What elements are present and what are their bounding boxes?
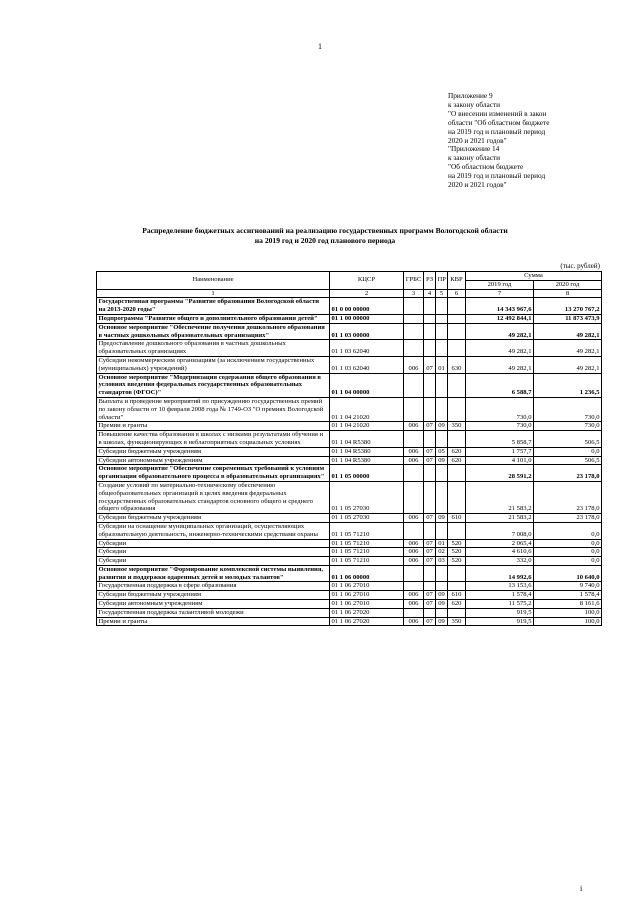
cell-grbs <box>404 582 424 591</box>
cell-2019: 21 583,2 <box>466 481 534 513</box>
appendix-line: области "Об областном бюджете <box>448 117 550 127</box>
cell-pr <box>436 565 448 582</box>
cell-pr <box>436 314 448 323</box>
header-name: Наименование <box>97 272 330 290</box>
cell-pr <box>436 373 448 397</box>
table-row <box>97 514 602 523</box>
cell-grbs <box>404 522 424 539</box>
cell-kvr: 520 <box>448 539 466 548</box>
appendix-line: "Приложение 14 <box>448 144 500 154</box>
cell-rz: 07 <box>424 548 436 557</box>
cell-kcsr: 01 1 04 R5380 <box>330 431 404 448</box>
cell-rz: 07 <box>424 356 436 373</box>
cell-kvr: 350 <box>448 422 466 431</box>
appendix-line: к закону области <box>448 99 501 109</box>
table-row <box>97 314 602 323</box>
cell-pr: 09 <box>436 456 448 465</box>
cell-kvr <box>448 340 466 357</box>
cell-2019: 6 588,7 <box>466 373 534 397</box>
appendix-line: на 2019 год и плановый период <box>448 126 546 136</box>
cell-grbs <box>404 565 424 582</box>
cell-kcsr: 01 1 04 00000 <box>330 373 404 397</box>
cell-grbs <box>404 314 424 323</box>
column-number-row <box>97 289 602 298</box>
cell-2020: 506,5 <box>534 456 602 465</box>
cell-kcsr: 01 1 04 R5380 <box>330 447 404 456</box>
table-row <box>97 565 602 582</box>
table-row <box>97 397 602 421</box>
cell-2020: 8 161,6 <box>534 600 602 609</box>
cell-name: Субсидии некоммерческим организациям (за исключением государственных (муниципальных) учреждений) <box>97 356 330 373</box>
cell-grbs: 006 <box>404 591 424 600</box>
cell-kcsr: 01 1 06 27020 <box>330 608 404 617</box>
cell-2019: 919,5 <box>466 608 534 617</box>
cell-rz: 07 <box>424 557 436 566</box>
cell-rz <box>424 481 436 513</box>
cell-2020: 23 178,0 <box>534 465 602 482</box>
cell-kcsr: 01 0 00 00000 <box>330 298 404 315</box>
cell-kvr: 630 <box>448 356 466 373</box>
table-row <box>97 548 602 557</box>
document-title-line-2: на 2019 год и 2020 год планового периода <box>254 236 396 245</box>
cell-name: Создание условий по материально-техническому обеспечению общеобразовательных организаций в целях введения федеральных государственных образовательных стандартов основного общего и среднего общего образования <box>97 481 330 513</box>
cell-2020: 9 740,0 <box>534 582 602 591</box>
appendix-line: "О внесении изменений в закон <box>448 108 547 118</box>
cell-2019: 332,0 <box>466 557 534 566</box>
cell-name: Субсидии на оснащение муниципальных организаций, осуществляющих образовательную деятельность, инженерно-техническими средствами охраны <box>97 522 330 539</box>
cell-rz <box>424 431 436 448</box>
appendix-line: к закону области <box>448 153 501 163</box>
unit-note: (тыс. рублей) <box>560 262 600 270</box>
cell-name: Субсидии бюджетным учреждениям <box>97 447 330 456</box>
cell-rz <box>424 373 436 397</box>
appendix-line: Приложение 9 <box>448 91 493 100</box>
cell-2019: 919,5 <box>466 617 534 626</box>
cell-pr <box>436 608 448 617</box>
cell-name: Государственная поддержка талантливой молодежи <box>97 608 330 617</box>
cell-rz <box>424 582 436 591</box>
cell-kvr <box>448 373 466 397</box>
cell-grbs: 006 <box>404 356 424 373</box>
column-number: 2 <box>330 289 404 298</box>
cell-2020: 1 236,5 <box>534 373 602 397</box>
cell-2020: 730,0 <box>534 422 602 431</box>
cell-2020: 1 578,4 <box>534 591 602 600</box>
cell-2020: 0,0 <box>534 539 602 548</box>
cell-kvr: 620 <box>448 600 466 609</box>
cell-name: Государственная поддержка в сфере образования <box>97 582 330 591</box>
cell-kcsr: 01 1 05 27030 <box>330 514 404 523</box>
cell-kvr: 610 <box>448 514 466 523</box>
header-grbs: ГРБС <box>404 272 424 290</box>
cell-2019: 730,0 <box>466 422 534 431</box>
cell-2019: 5 858,7 <box>466 431 534 448</box>
cell-2019: 2 065,4 <box>466 539 534 548</box>
cell-rz <box>424 465 436 482</box>
cell-kcsr: 01 1 04 21020 <box>330 397 404 421</box>
budget-table <box>96 271 602 626</box>
appendix-line: "Об областном бюджете <box>448 162 524 172</box>
cell-pr: 09 <box>436 591 448 600</box>
cell-2020: 23 178,0 <box>534 514 602 523</box>
cell-grbs: 006 <box>404 600 424 609</box>
header-kcsr: КЦСР <box>330 272 404 290</box>
cell-pr <box>436 397 448 421</box>
cell-kcsr: 01 1 05 71210 <box>330 539 404 548</box>
cell-rz <box>424 314 436 323</box>
cell-2020: 11 873 473,9 <box>534 314 602 323</box>
cell-kcsr: 01 1 05 27030 <box>330 481 404 513</box>
cell-name: Субсидии бюджетным учреждениям <box>97 591 330 600</box>
cell-2020: 100,0 <box>534 608 602 617</box>
table-row <box>97 456 602 465</box>
cell-kcsr: 01 1 05 71210 <box>330 557 404 566</box>
cell-pr: 01 <box>436 356 448 373</box>
cell-pr <box>436 582 448 591</box>
cell-rz: 07 <box>424 514 436 523</box>
cell-kvr <box>448 465 466 482</box>
cell-kvr <box>448 608 466 617</box>
cell-rz: 07 <box>424 422 436 431</box>
column-number: 4 <box>424 289 436 298</box>
cell-2020: 506,5 <box>534 431 602 448</box>
cell-kcsr: 01 1 06 27010 <box>330 582 404 591</box>
cell-name: Основное мероприятие "Обеспечение современных требований к условиям организации образовательного процесса в образовательных организациях" <box>97 465 330 482</box>
document-title <box>90 226 560 246</box>
cell-name: Государственная программа "Развитие образования Вологодской области на 2013-2020 годы" <box>97 298 330 315</box>
cell-2020: 0,0 <box>534 557 602 566</box>
cell-kvr <box>448 397 466 421</box>
cell-rz <box>424 298 436 315</box>
cell-pr: 05 <box>436 447 448 456</box>
cell-rz <box>424 565 436 582</box>
cell-2019: 21 583,2 <box>466 514 534 523</box>
cell-pr <box>436 481 448 513</box>
cell-2020: 100,0 <box>534 617 602 626</box>
cell-2020: 23 178,0 <box>534 481 602 513</box>
table-row <box>97 323 602 340</box>
table-row <box>97 431 602 448</box>
cell-grbs: 006 <box>404 514 424 523</box>
column-number: 8 <box>534 289 602 298</box>
cell-name: Предоставление дошкольного образования в частных дошкольных образовательных организациях <box>97 340 330 357</box>
cell-kvr <box>448 565 466 582</box>
cell-2019: 4 610,6 <box>466 548 534 557</box>
cell-name: Подпрограмма "Развитие общего и дополнительного образования детей" <box>97 314 330 323</box>
cell-kvr <box>448 522 466 539</box>
cell-kvr: 350 <box>448 617 466 626</box>
cell-rz <box>424 323 436 340</box>
cell-rz: 07 <box>424 600 436 609</box>
cell-name: Основное мероприятие "Формирование комплексной системы выявления, развития и поддержки одаренных детей и молодых талантов" <box>97 565 330 582</box>
table-row <box>97 447 602 456</box>
appendix-line: на 2019 год и плановый период <box>448 171 546 181</box>
header-2020: 2020 год <box>534 280 602 289</box>
cell-2020: 49 282,1 <box>534 356 602 373</box>
cell-pr: 09 <box>436 422 448 431</box>
cell-name: Премии и гранты <box>97 422 330 431</box>
cell-kcsr: 01 1 03 00000 <box>330 323 404 340</box>
cell-grbs <box>404 481 424 513</box>
cell-2019: 49 282,1 <box>466 340 534 357</box>
cell-kcsr: 01 1 06 00000 <box>330 565 404 582</box>
table-row <box>97 582 602 591</box>
cell-2020: 0,0 <box>534 548 602 557</box>
header-kvr: КВР <box>448 272 466 290</box>
cell-pr: 02 <box>436 548 448 557</box>
cell-name: Субсидии <box>97 557 330 566</box>
cell-grbs: 006 <box>404 447 424 456</box>
cell-2020: 49 282,1 <box>534 340 602 357</box>
table-row <box>97 481 602 513</box>
cell-grbs: 006 <box>404 422 424 431</box>
cell-rz: 07 <box>424 447 436 456</box>
cell-kcsr: 01 1 03 62040 <box>330 340 404 357</box>
document-title-line-1: Распределение бюджетных ассигнований на реализацию государственных программ Вологодской области <box>142 226 508 235</box>
column-number: 7 <box>466 289 534 298</box>
column-number: 3 <box>404 289 424 298</box>
cell-kcsr: 01 1 06 27010 <box>330 600 404 609</box>
cell-2019: 14 992,6 <box>466 565 534 582</box>
table-row <box>97 356 602 373</box>
cell-2019: 14 343 967,6 <box>466 298 534 315</box>
table-row <box>97 591 602 600</box>
cell-kvr <box>448 298 466 315</box>
table-row <box>97 465 602 482</box>
cell-grbs: 006 <box>404 617 424 626</box>
cell-kvr <box>448 582 466 591</box>
cell-kcsr: 01 1 05 71210 <box>330 522 404 539</box>
cell-kvr: 620 <box>448 447 466 456</box>
cell-2019: 7 008,0 <box>466 522 534 539</box>
cell-2019: 1 578,4 <box>466 591 534 600</box>
cell-2020: 0,0 <box>534 447 602 456</box>
column-number: 6 <box>448 289 466 298</box>
cell-grbs <box>404 298 424 315</box>
cell-pr: 09 <box>436 600 448 609</box>
cell-pr <box>436 522 448 539</box>
cell-grbs: 006 <box>404 548 424 557</box>
table-row <box>97 600 602 609</box>
cell-2020: 49 282,1 <box>534 323 602 340</box>
table-row <box>97 557 602 566</box>
cell-name: Субсидии <box>97 548 330 557</box>
column-number: 1 <box>97 289 330 298</box>
cell-name: Выплата и проведение мероприятий по присуждению государственных премий по закону области от 10 февраля 2008 года № 1749-ОЗ "О премиях Вологодской области" <box>97 397 330 421</box>
cell-2019: 4 101,0 <box>466 456 534 465</box>
cell-pr <box>436 431 448 448</box>
cell-2020: 10 640,0 <box>534 565 602 582</box>
cell-kvr <box>448 323 466 340</box>
cell-name: Субсидии автономным учреждениям <box>97 456 330 465</box>
corner-mark: i <box>580 884 583 893</box>
cell-2020: 730,0 <box>534 397 602 421</box>
cell-kvr: 620 <box>448 456 466 465</box>
cell-grbs <box>404 340 424 357</box>
cell-grbs <box>404 465 424 482</box>
cell-kvr <box>448 481 466 513</box>
cell-name: Основное мероприятие "Обеспечение получения дошкольного образования в частных дошкольных образовательных организациях" <box>97 323 330 340</box>
cell-pr <box>436 298 448 315</box>
table-row <box>97 298 602 315</box>
cell-grbs <box>404 397 424 421</box>
cell-name: Субсидии автономным учреждениям <box>97 600 330 609</box>
cell-2019: 12 492 844,1 <box>466 314 534 323</box>
appendix-line: 2020 и 2021 годов" <box>448 180 507 190</box>
cell-2020: 13 270 767,2 <box>534 298 602 315</box>
cell-2019: 11 575,2 <box>466 600 534 609</box>
cell-kcsr: 01 1 04 21020 <box>330 422 404 431</box>
cell-2019: 730,0 <box>466 397 534 421</box>
cell-pr <box>436 465 448 482</box>
table-row <box>97 422 602 431</box>
cell-kcsr: 01 1 05 71210 <box>330 548 404 557</box>
cell-name: Субсидии <box>97 539 330 548</box>
cell-kcsr: 01 1 06 27020 <box>330 617 404 626</box>
page-number: 1 <box>318 42 322 51</box>
cell-2019: 1 757,7 <box>466 447 534 456</box>
header-pr: ПР <box>436 272 448 290</box>
cell-2019: 49 282,1 <box>466 356 534 373</box>
table-row <box>97 608 602 617</box>
cell-kcsr: 01 1 06 27010 <box>330 591 404 600</box>
cell-grbs <box>404 373 424 397</box>
header-2019: 2019 год <box>466 280 534 289</box>
cell-rz: 07 <box>424 539 436 548</box>
header-sum: Сумма <box>466 272 602 281</box>
appendix-note <box>448 92 618 190</box>
cell-rz <box>424 340 436 357</box>
cell-2019: 28 591,2 <box>466 465 534 482</box>
cell-kvr: 610 <box>448 591 466 600</box>
cell-kcsr: 01 1 05 00000 <box>330 465 404 482</box>
cell-grbs <box>404 608 424 617</box>
cell-name: Основное мероприятие "Модернизация содержания общего образования в условиях введения федеральных государственных образовательных стандартов (ФГОС)" <box>97 373 330 397</box>
table-row <box>97 617 602 626</box>
cell-kvr: 520 <box>448 557 466 566</box>
cell-grbs: 006 <box>404 456 424 465</box>
cell-2020: 0,0 <box>534 522 602 539</box>
cell-pr <box>436 323 448 340</box>
cell-pr <box>436 340 448 357</box>
cell-pr: 01 <box>436 539 448 548</box>
table-row <box>97 522 602 539</box>
cell-kvr: 520 <box>448 548 466 557</box>
header-rz: РЗ <box>424 272 436 290</box>
cell-2019: 49 282,1 <box>466 323 534 340</box>
cell-grbs: 006 <box>404 539 424 548</box>
cell-name: Повышение качества образования в школах с низкими результатами обучения и в школах, функционирующих в неблагоприятных социальных условиях <box>97 431 330 448</box>
table-row <box>97 539 602 548</box>
cell-pr: 09 <box>436 514 448 523</box>
cell-2019: 13 153,6 <box>466 582 534 591</box>
budget-table-body <box>97 298 602 626</box>
cell-kvr <box>448 314 466 323</box>
column-number: 5 <box>436 289 448 298</box>
cell-rz: 07 <box>424 456 436 465</box>
cell-grbs <box>404 431 424 448</box>
cell-rz <box>424 522 436 539</box>
cell-rz <box>424 397 436 421</box>
table-row <box>97 373 602 397</box>
cell-rz: 07 <box>424 617 436 626</box>
cell-kcsr: 01 1 00 00000 <box>330 314 404 323</box>
cell-grbs <box>404 323 424 340</box>
cell-kcsr: 01 1 04 R5380 <box>330 456 404 465</box>
table-row <box>97 340 602 357</box>
cell-rz <box>424 608 436 617</box>
cell-grbs: 006 <box>404 557 424 566</box>
cell-name: Субсидии бюджетным учреждениям <box>97 514 330 523</box>
cell-rz: 07 <box>424 591 436 600</box>
cell-pr: 03 <box>436 557 448 566</box>
cell-kcsr: 01 1 03 62040 <box>330 356 404 373</box>
cell-pr: 09 <box>436 617 448 626</box>
appendix-line: 2020 и 2021 годов" <box>448 135 507 145</box>
cell-name: Премии и гранты <box>97 617 330 626</box>
cell-kvr <box>448 431 466 448</box>
